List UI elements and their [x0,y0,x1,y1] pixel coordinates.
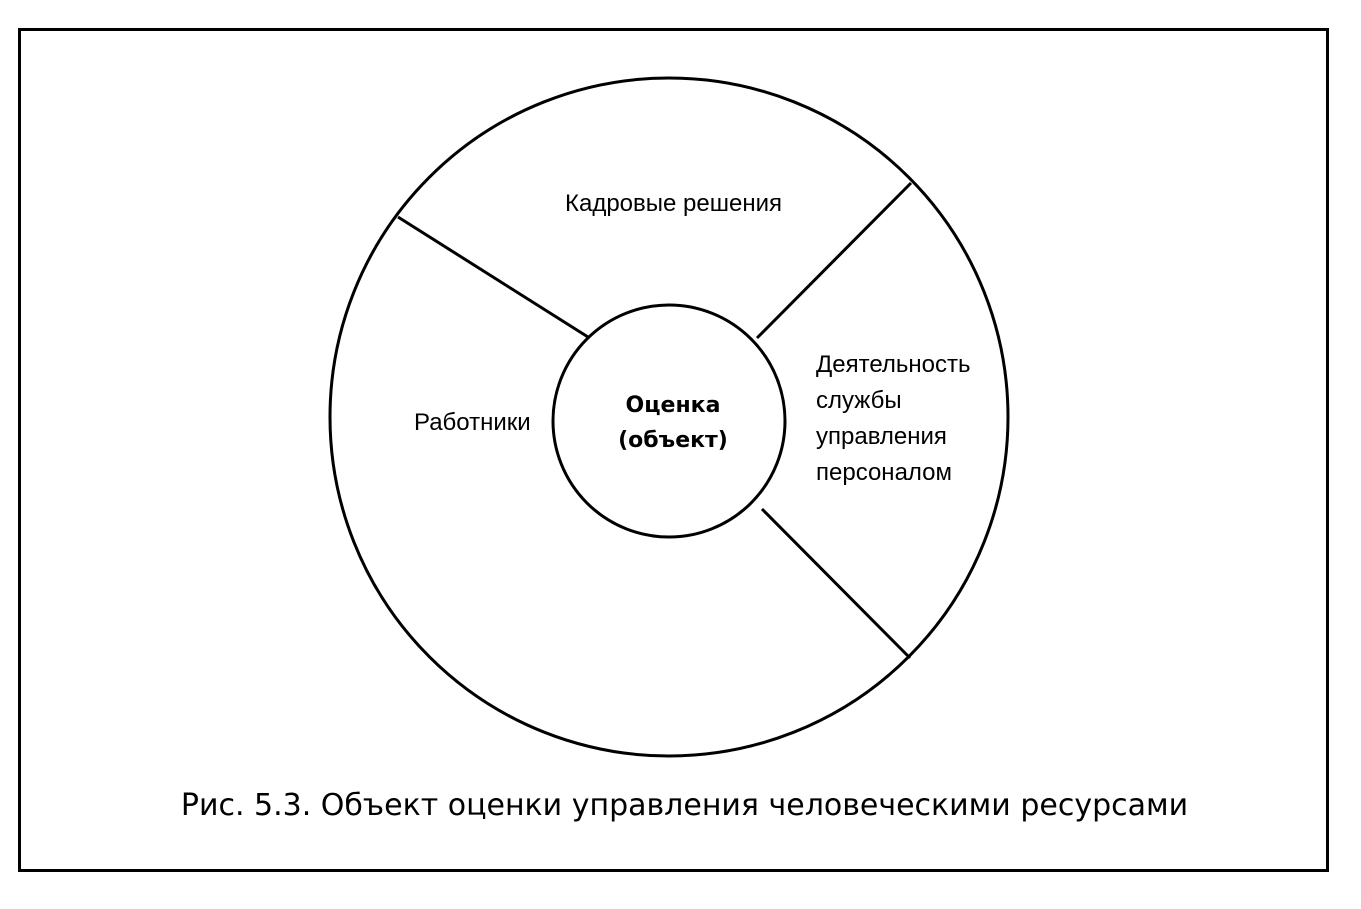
sector-label-top: Кадровые решения [565,190,782,217]
center-label [593,388,753,458]
sector-label-left: Работники [414,409,531,436]
center-label-line-1: Оценка [625,393,721,418]
sector-label-right-line-1: Деятельность [816,351,971,378]
figure-caption: Рис. 5.3. Объект оценки управления человеческими ресурсами [180,788,1189,823]
divider-line-upper-left [398,217,588,337]
sector-label-right [816,347,970,491]
divider-line-lower-right [762,509,910,658]
center-label-line-2: (объект) [618,428,728,453]
sector-label-right-line-2: службы [816,387,902,414]
sector-label-right-line-4: персоналом [816,459,953,486]
sector-label-right-line-3: управления [816,423,947,450]
